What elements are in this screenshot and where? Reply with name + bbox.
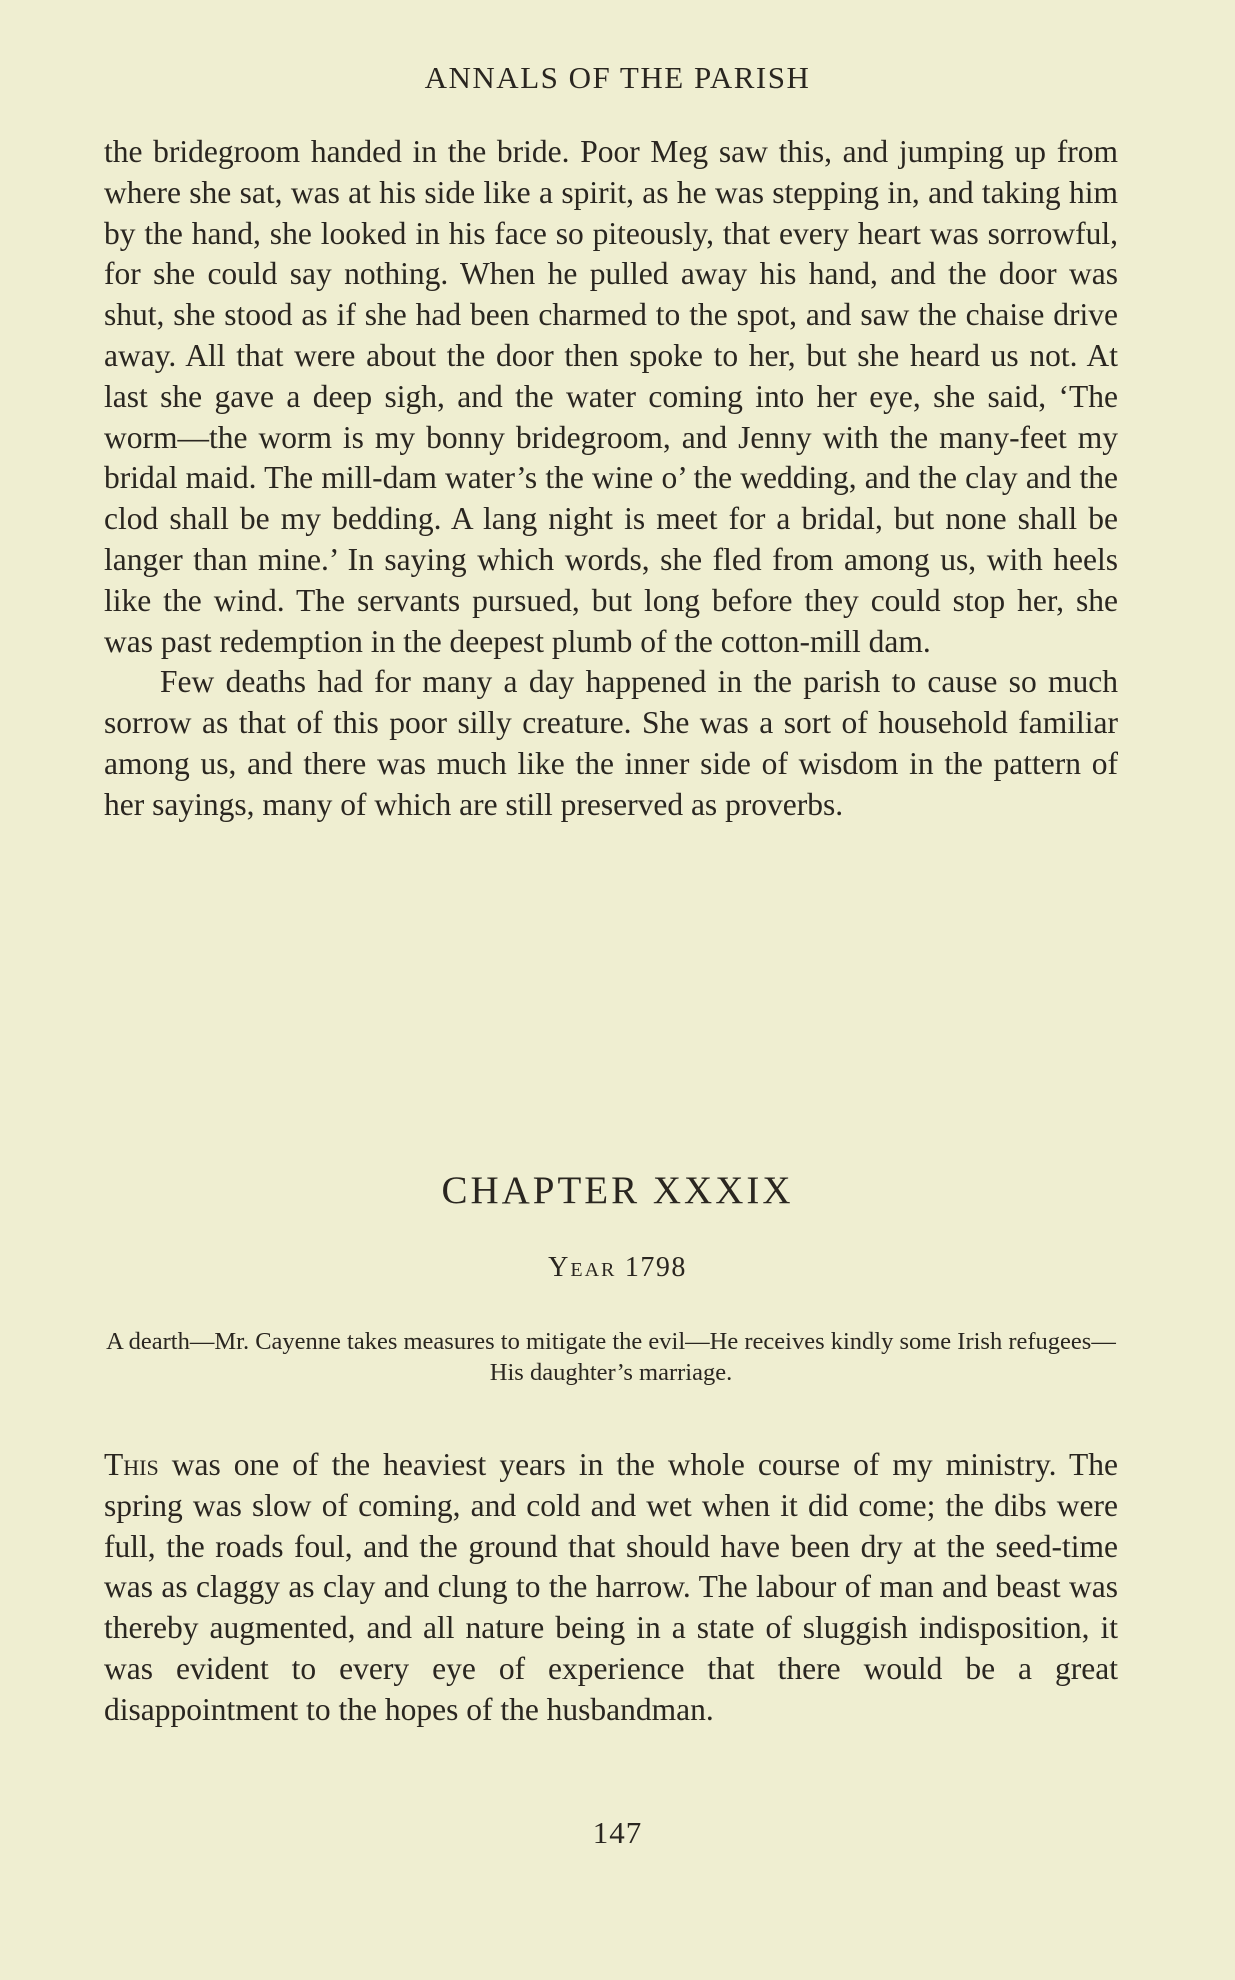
running-head: ANNALS OF THE PARISH [424, 60, 811, 95]
paragraph-continued: the bridegroom handed in the bride. Poor Meg saw this, and jumping up from where she sat, was at his side like a spirit, as he was stepping in, and taking him by the hand, she looked in his face so piteously, that every heart was sorrowful, for she could say nothing. When he pulled away his hand, and the door was shut, she stood as if she had been charmed to the spot, and saw the chaise drive away. All that were about the door then spoke to her, but she heard us not. At last she gave a deep sigh, and the water coming into her eye, she said, ‘The worm—the worm is my bonny bridegroom, and Jenny with the many-feet my bridal maid. The mill-dam water’s the wine o’ the wedding, and the clay and the clod shall be my bedding. A lang night is meet for a bridal, but none shall be langer than mine.’ In saying which words, she fled from among us, with heels like the wind. The servants pursued, but long before they could stop her, she was past redemption in the deepest plumb of the cotton-mill dam. [104, 134, 1118, 659]
paragraph-few-deaths: Few deaths had for many a day happened in the parish to cause so much sorrow as that of this poor silly creature. She was a sort of household familiar among us, and there was much like the inner side of wisdom in the pattern of her sayings, many of which are still preserved as proverbs. [104, 664, 1118, 822]
chapter-opening [104, 1445, 1118, 1731]
opening-text: was one of the heaviest years in the whole course of my ministry. The spring was slow of coming, and cold and wet when it did come; the dibs were full, the roads foul, and the ground that should have been dry at the seed-time was as claggy as clay and clung to the harrow. The labour of man and beast was thereby augmented, and all nature being in a state of sluggish indisposition, it was evident to every eye of experience that there would be a great disappointment to the hopes of the husbandman. [104, 1447, 1118, 1727]
continuation-text [104, 132, 1118, 826]
opening-lead-word: This [104, 1447, 159, 1482]
year-number: 1798 [624, 1252, 687, 1283]
chapter-year [0, 1252, 1235, 1284]
chapter-title: CHAPTER XXXIX [441, 1169, 794, 1212]
paragraph-opening [104, 1445, 1118, 1731]
year-label: Year [548, 1252, 617, 1283]
page-number: 147 [592, 1815, 643, 1850]
chapter-summary: A dearth—Mr. Cayenne takes measures to mitigate the evil—He receives kindly some Irish refugees—His daughter’s marriage. [106, 1328, 1116, 1386]
